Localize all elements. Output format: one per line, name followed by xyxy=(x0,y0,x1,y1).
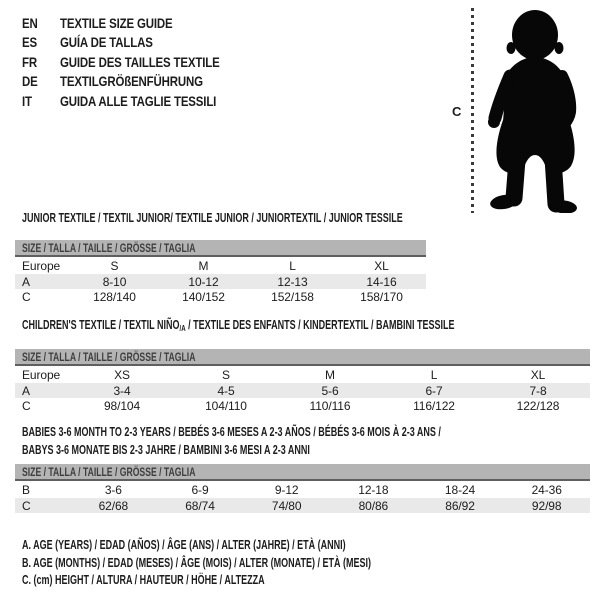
size-cell: 10-12 xyxy=(188,274,219,289)
junior-size-table xyxy=(15,240,426,304)
table-row-months xyxy=(15,481,590,498)
row-label: C xyxy=(22,289,31,304)
size-cell: S xyxy=(110,258,119,273)
size-cell: 104/110 xyxy=(205,398,247,413)
table-row-europe xyxy=(15,366,590,383)
size-cell: 18-24 xyxy=(444,482,476,497)
size-header-bar: SIZE / TALLA / TAILLE / GRÖSSE / TAGLIA xyxy=(15,349,590,366)
size-cell: 128/140 xyxy=(93,289,136,304)
size-cell: 3-6 xyxy=(104,482,122,497)
children-size-table xyxy=(15,349,590,413)
footnote-b: B. AGE (MONTHS) / EDAD (MESES) / ÂGE (MOIS) / ALTER (MONATE) / ETÀ (MESI) xyxy=(22,555,371,570)
size-cell: 7-8 xyxy=(529,383,547,398)
size-cell: S xyxy=(222,367,230,382)
size-cell: L xyxy=(430,367,438,382)
size-cell: 62/68 xyxy=(98,498,129,513)
size-cell: 116/122 xyxy=(413,398,455,413)
table-row-age xyxy=(15,383,590,398)
language-row-it xyxy=(22,91,255,111)
footnote-c: C. (cm) HEIGHT / ALTURA / HAUTEUR / HÖHE / ALTEZZA xyxy=(22,573,265,588)
language-code: DE xyxy=(22,73,38,90)
language-row-de xyxy=(22,72,255,92)
size-cell: 110/116 xyxy=(309,398,351,413)
size-cell: 14-16 xyxy=(366,274,397,289)
size-cell: 158/170 xyxy=(360,289,403,304)
babies-size-table xyxy=(15,464,590,513)
size-cell: 74/80 xyxy=(271,498,302,513)
language-label: TEXTILE SIZE GUIDE xyxy=(60,14,173,31)
size-cell: 92/98 xyxy=(531,498,562,513)
size-cell: 152/158 xyxy=(271,289,314,304)
size-cell: 12-13 xyxy=(277,274,308,289)
junior-section-title: JUNIOR TEXTILE / TEXTIL JUNIOR/ TEXTILE JUNIOR / JUNIORTEXTIL / JUNIOR TESSILE xyxy=(22,211,403,225)
size-cell: 3-4 xyxy=(113,383,131,398)
row-label: Europe xyxy=(22,367,61,382)
size-cell: L xyxy=(289,258,296,273)
row-label: C xyxy=(22,398,31,413)
language-row-en xyxy=(22,13,255,33)
table-row-age xyxy=(15,274,426,289)
language-code: ES xyxy=(22,34,37,51)
language-label: GUIDA ALLE TAGLIE TESSILI xyxy=(60,92,217,109)
size-header-bar: SIZE / TALLA / TAILLE / GRÖSSE / TAGLIA xyxy=(15,240,426,257)
size-cell: 24-36 xyxy=(531,482,562,497)
size-cell: 86/92 xyxy=(445,498,475,513)
size-cell: 4-5 xyxy=(217,383,235,398)
language-label: GUÍA DE TALLAS xyxy=(60,34,153,51)
size-cell: 5-6 xyxy=(321,383,339,398)
footnotes xyxy=(22,538,507,591)
size-cell: 6-7 xyxy=(425,383,443,398)
size-cell: M xyxy=(198,258,209,273)
row-label: B xyxy=(22,482,30,497)
size-cell: 9-12 xyxy=(274,482,299,497)
table-row-europe xyxy=(15,257,426,274)
size-cell: 80/86 xyxy=(358,498,389,513)
size-cell: 98/104 xyxy=(103,398,141,413)
language-code: IT xyxy=(22,92,32,109)
children-section-title: CHILDREN'S TEXTILE / TEXTIL $NIÑO_{/A}$ / TEXTILE DES ENFANTS / KINDERTEXTIL / BAMBINI TESSILE xyxy=(22,318,455,333)
size-cell: 140/152 xyxy=(182,289,225,304)
measure-label-c: C xyxy=(452,104,462,119)
nino-a-subscript: /A xyxy=(179,323,186,333)
baby-silhouette-icon xyxy=(483,8,597,213)
size-cell: 6-9 xyxy=(191,482,209,497)
language-code: FR xyxy=(22,53,37,70)
size-cell: 8-10 xyxy=(102,274,127,289)
size-header-bar: SIZE / TALLA / TAILLE / GRÖSSE / TAGLIA xyxy=(15,464,590,481)
table-row-height xyxy=(15,498,590,513)
language-label: GUIDE DES TAILLES TEXTILE xyxy=(60,53,220,70)
language-row-es xyxy=(22,33,255,53)
footnote-a: A. AGE (YEARS) / EDAD (AÑOS) / ÂGE (ANS) / ALTER (JAHRE) / ETÀ (ANNI) xyxy=(22,538,346,552)
row-label: Europe xyxy=(22,258,61,273)
size-cell: XS xyxy=(114,367,130,382)
size-cell: XL xyxy=(530,367,546,382)
row-label: A xyxy=(22,274,30,289)
row-label: C xyxy=(22,498,31,513)
language-list xyxy=(22,13,255,111)
height-measure-dotted-line xyxy=(471,8,474,213)
size-cell: M xyxy=(325,367,335,382)
language-code: EN xyxy=(22,14,38,31)
size-cell: XL xyxy=(374,258,389,273)
row-label: A xyxy=(22,383,30,398)
size-cell: 122/128 xyxy=(516,398,560,413)
size-cell: 68/74 xyxy=(185,498,215,513)
language-row-fr xyxy=(22,52,255,72)
language-label: TEXTILGRÖßENFÜHRUNG xyxy=(60,73,203,90)
table-row-height xyxy=(15,398,590,413)
size-cell: 12-18 xyxy=(358,482,389,497)
table-row-height xyxy=(15,289,426,304)
babies-section-title: BABIES 3-6 MONTH TO 2-3 YEARS / BEBÉS 3-6 MESES A 2-3 AÑOS / BÉBÉS 3-6 MOIS À 2-3 ANS / BABYS 3-6 MONATE BIS 2-3 JAHRE / BAMBINI 3-6 MESI A 2-3 ANNI xyxy=(22,425,441,457)
